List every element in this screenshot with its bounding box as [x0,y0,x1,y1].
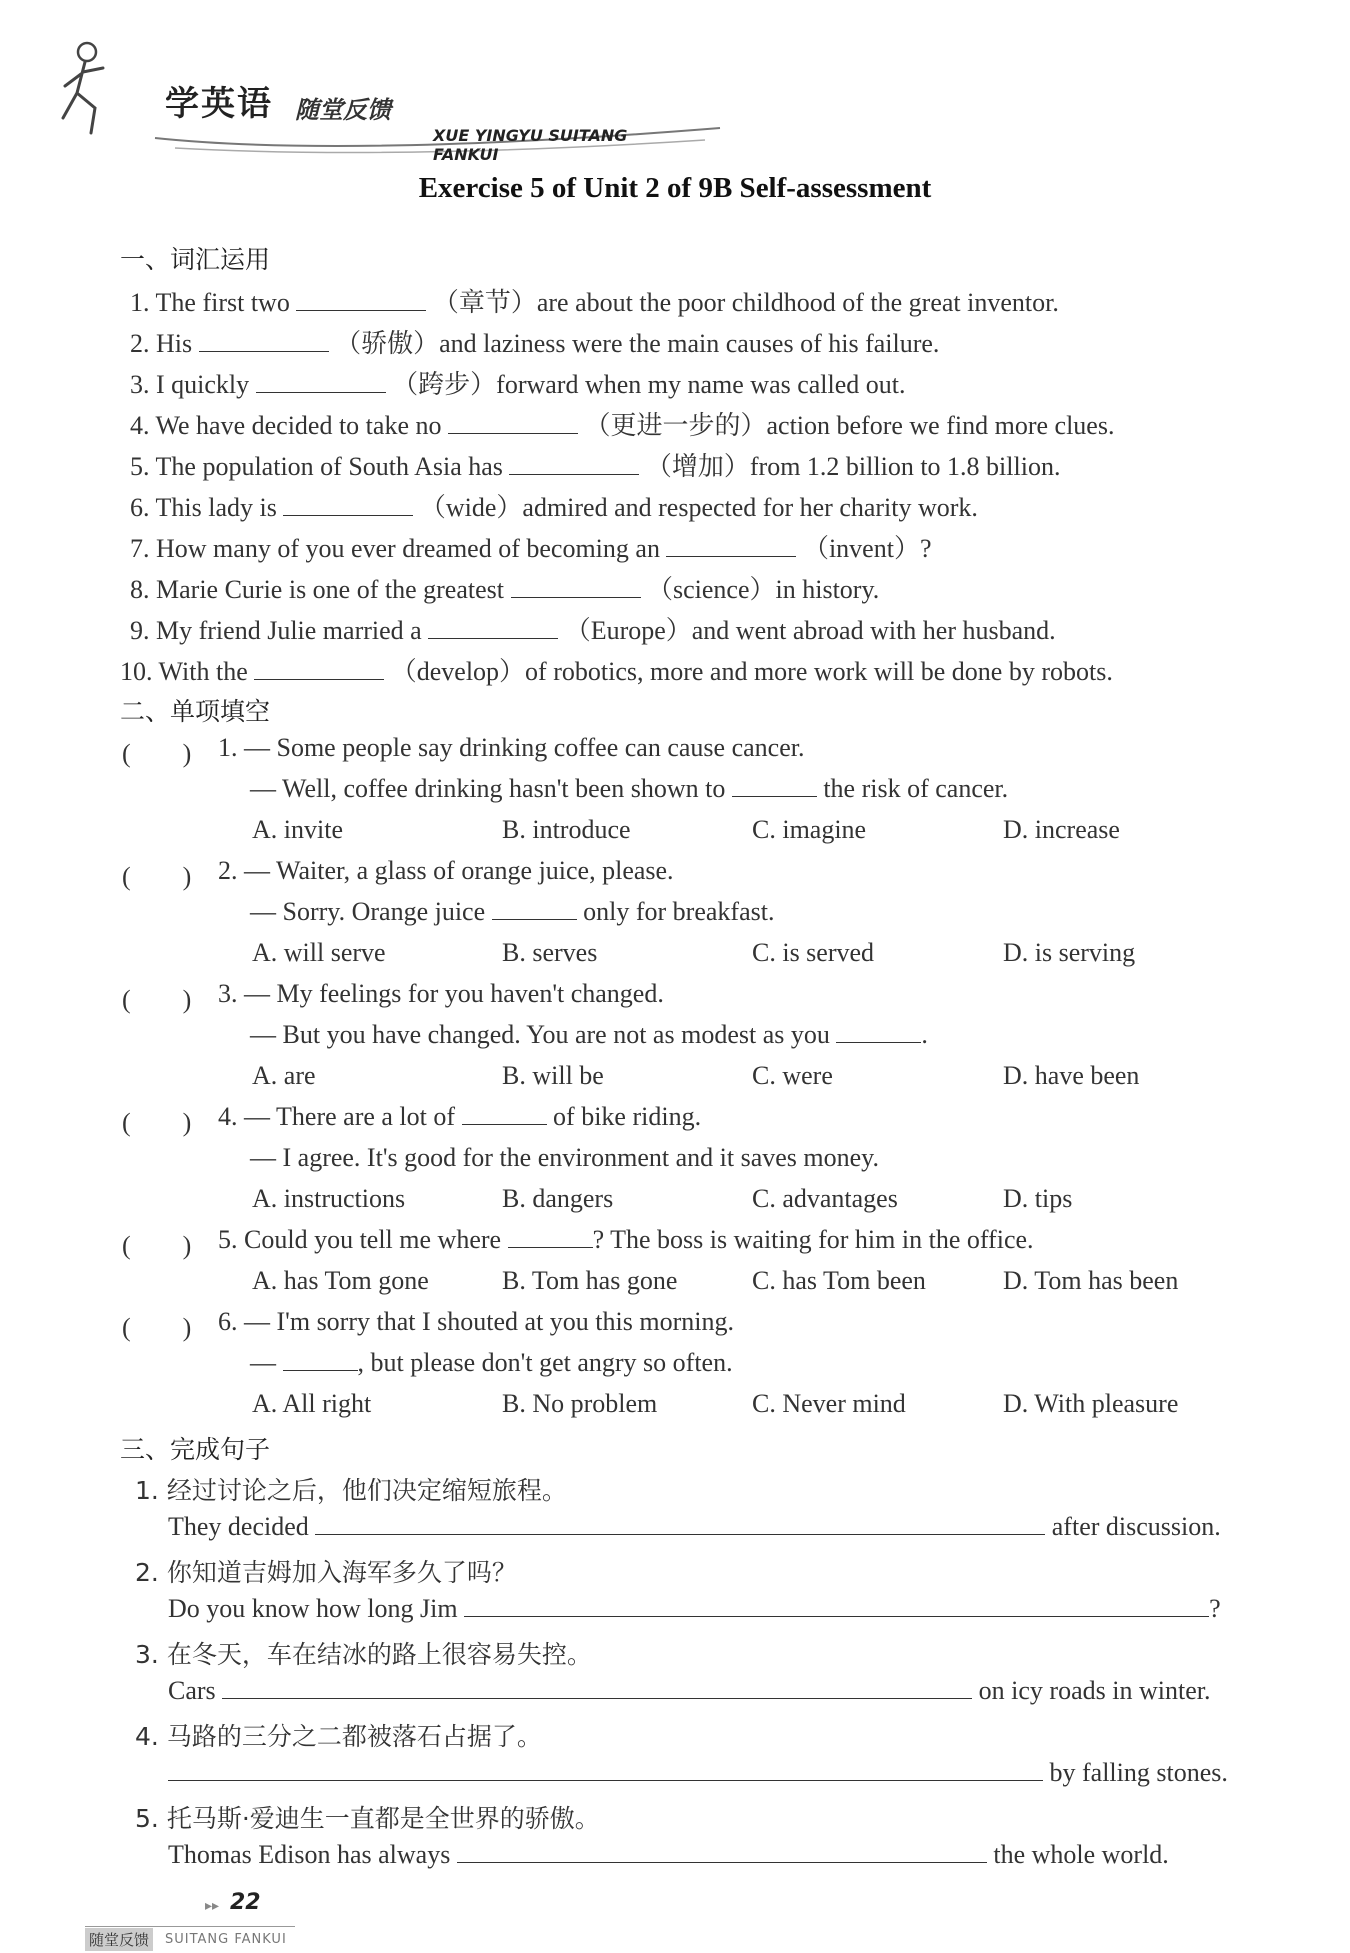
answer-blank[interactable] [508,1225,593,1248]
answer-blank[interactable] [256,370,386,393]
page-title: Exercise 5 of Unit 2 of 9B Self-assessment [418,172,932,204]
answer-blank[interactable] [448,411,578,434]
answer-blank[interactable] [509,452,639,475]
brand-pinyin: XUE YINGYU SUITANG FANKUI [433,126,628,164]
mc-q1-line1: 1. — Some people say drinking coffee can cause cancer. [218,733,805,762]
answer-paren[interactable]: ( ) [122,1108,192,1137]
mc-q2-option-a[interactable]: A. will serve [252,938,386,967]
mc-q3-option-b[interactable]: B. will be [502,1061,604,1090]
mc-q3-line2: — But you have changed. You are not as modest as you . [250,1020,928,1049]
answer-paren[interactable]: ( ) [122,862,192,891]
mc-q6-option-c[interactable]: C. Never mind [752,1389,906,1418]
answer-blank[interactable] [462,1102,547,1125]
mc-q2-option-c[interactable]: C. is served [752,938,875,967]
vocab-item-2: 2. His （骄傲）and laziness were the main causes of his failure. [130,329,940,358]
mc-q1-option-a[interactable]: A. invite [252,815,343,844]
vocab-item-3: 3. I quickly （跨步）forward when my name was called out. [130,370,906,399]
mc-q4-line1: 4. — There are a lot of of bike riding. [218,1102,702,1131]
answer-blank[interactable] [492,897,577,920]
mc-q6-option-b[interactable]: B. No problem [502,1389,658,1418]
mc-q6-line1: 6. — I'm sorry that I shouted at you this morning. [218,1307,734,1336]
translate-item-1-chinese: 1. 经过讨论之后，他们决定缩短旅程。 [135,1476,567,1505]
vocab-item-10: 10. With the （develop）of robotics, more and more work will be done by robots. [120,657,1113,686]
translate-item-3-english: Cars on icy roads in winter. [168,1676,1211,1705]
mc-q2-line1: 2. — Waiter, a glass of orange juice, please. [218,856,674,885]
answer-blank[interactable] [732,774,817,797]
mc-q2-option-b[interactable]: B. serves [502,938,598,967]
mc-q1-option-c[interactable]: C. imagine [752,815,867,844]
mc-q1-option-d[interactable]: D. increase [1003,815,1120,844]
translate-item-4-english: by falling stones. [168,1758,1228,1788]
mc-q4-line2: — I agree. It's good for the environment and it saves money. [250,1143,879,1172]
mc-q3-line1: 3. — My feelings for you haven't changed. [218,979,664,1008]
translate-item-1-english: They decided after discussion. [168,1512,1221,1541]
answer-blank[interactable] [428,616,558,639]
mc-q4-option-c[interactable]: C. advantages [752,1184,898,1213]
answer-blank[interactable] [666,534,796,557]
mc-q4-option-d[interactable]: D. tips [1003,1184,1073,1213]
translate-item-3-chinese: 3. 在冬天，车在结冰的路上很容易失控。 [135,1640,592,1669]
answer-blank[interactable] [254,657,384,680]
section2-heading: 二、单项填空 [120,697,271,726]
vocab-item-1: 1. The first two （章节）are about the poor childhood of the great inventor. [130,288,1059,317]
mc-q1-option-b[interactable]: B. introduce [502,815,631,844]
answer-line[interactable] [222,1676,972,1699]
vocab-item-6: 6. This lady is （wide）admired and respected for her charity work. [130,493,978,522]
header-banner [55,28,675,164]
page-number: 22 [230,1890,261,1915]
brand-subtitle: 随堂反馈 [295,96,391,124]
mc-q5-line1: 5. Could you tell me where ? The boss is waiting for him in the office. [218,1225,1034,1254]
vocab-item-4: 4. We have decided to take no （更进一步的）action before we find more clues. [130,411,1115,440]
mc-q2-line2: — Sorry. Orange juice only for breakfast. [250,897,775,926]
mc-q6-option-d[interactable]: D. With pleasure [1003,1389,1179,1418]
answer-blank[interactable] [283,493,413,516]
answer-blank[interactable] [836,1020,921,1043]
answer-line[interactable] [457,1840,987,1863]
mc-q3-option-d[interactable]: D. have been [1003,1061,1140,1090]
footer-badge: 随堂反馈 [85,1928,153,1951]
mc-q5-option-b[interactable]: B. Tom has gone [502,1266,678,1295]
brand-title: 学英语 [165,84,273,124]
mc-q4-option-b[interactable]: B. dangers [502,1184,614,1213]
mc-q5-option-d[interactable]: D. Tom has been [1003,1266,1179,1295]
answer-line[interactable] [464,1594,1209,1617]
mc-q2-option-d[interactable]: D. is serving [1003,938,1136,967]
answer-paren[interactable]: ( ) [122,985,192,1014]
mc-q4-option-a[interactable]: A. instructions [252,1184,406,1213]
answer-blank[interactable] [511,575,641,598]
answer-line[interactable] [315,1512,1045,1535]
translate-item-4-chinese: 4. 马路的三分之二都被落石占据了。 [135,1722,542,1751]
mc-q3-option-a[interactable]: A. are [252,1061,316,1090]
answer-blank[interactable] [283,1348,358,1371]
mc-q3-option-c[interactable]: C. were [752,1061,833,1090]
footer-rule [85,1926,295,1927]
mc-q6-option-a[interactable]: A. All right [252,1389,372,1418]
footer-pinyin: SUITANG FANKUI [165,1932,287,1947]
answer-paren[interactable]: ( ) [122,1231,192,1260]
answer-line[interactable] [168,1758,1043,1781]
answer-paren[interactable]: ( ) [122,739,192,768]
vocab-item-5: 5. The population of South Asia has （增加）from 1.2 billion to 1.8 billion. [130,452,1061,481]
arrow-icon: ▸▸ [205,1898,220,1914]
vocab-item-8: 8. Marie Curie is one of the greatest （science）in history. [130,575,880,604]
section1-heading: 一、词汇运用 [120,245,271,274]
answer-blank[interactable] [199,329,329,352]
translate-item-2-chinese: 2. 你知道吉姆加入海军多久了吗？ [135,1558,517,1587]
runner-icon [55,38,135,138]
translate-item-2-english: Do you know how long Jim ? [168,1594,1221,1623]
page-footer [85,1890,345,1950]
answer-paren[interactable]: ( ) [122,1313,192,1342]
answer-blank[interactable] [296,288,426,311]
mc-q1-line2: — Well, coffee drinking hasn't been shown to the risk of cancer. [250,774,1009,803]
mc-q5-option-a[interactable]: A. has Tom gone [252,1266,429,1295]
vocab-item-7: 7. How many of you ever dreamed of becoming an （invent）? [130,534,932,563]
translate-item-5-chinese: 5. 托马斯·爱迪生一直都是全世界的骄傲。 [135,1804,600,1833]
mc-q6-line2: — , but please don't get angry so often. [250,1348,733,1377]
vocab-item-9: 9. My friend Julie married a （Europe）and went abroad with her husband. [130,616,1056,645]
section3-heading: 三、完成句子 [120,1435,271,1464]
translate-item-5-english: Thomas Edison has always the whole world. [168,1840,1169,1869]
mc-q5-option-c[interactable]: C. has Tom been [752,1266,926,1295]
